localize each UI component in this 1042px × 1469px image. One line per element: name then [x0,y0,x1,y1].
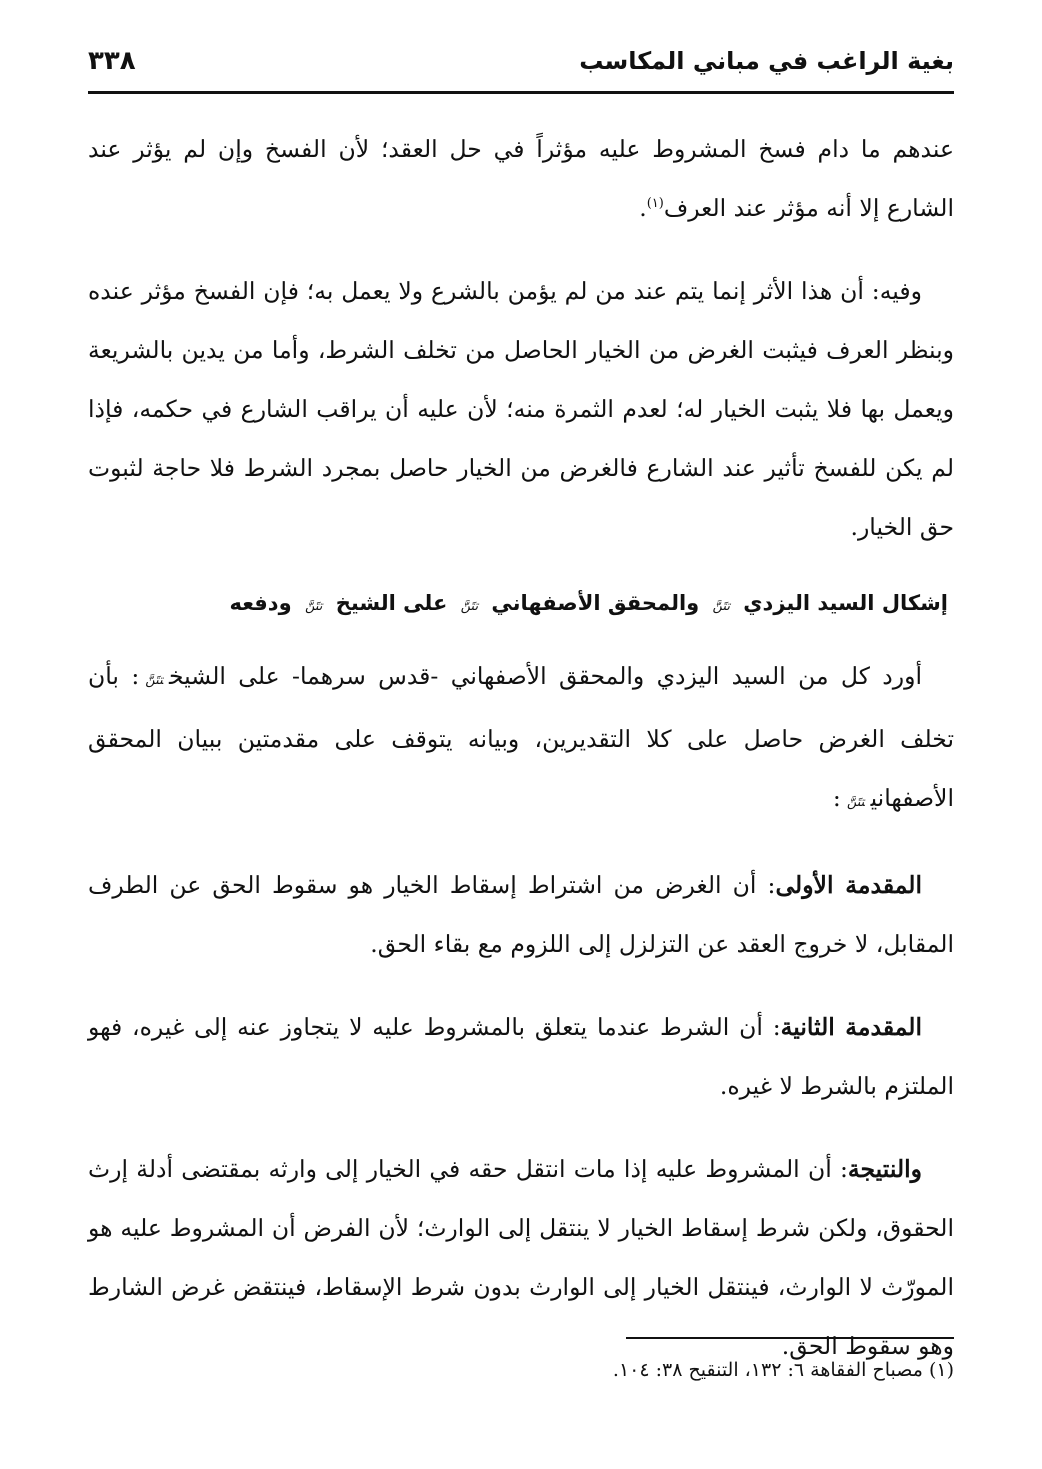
footnote-ref[interactable]: (١) [646,196,664,212]
paragraph-3-part-1: أورد كل من السيد اليزدي والمحقق الأصفهاني -قدس سرهما- على الشيخ [169,662,922,690]
premise-1 [88,856,954,974]
paragraph-3-part-2: : بأن تخلف الغرض حاصل على كلا التقديرين، وبيانه يتوقف على مقدمتين ببيان المحقق الأصفهاني [88,662,954,812]
premise-2 [88,998,954,1116]
document-page [88,0,954,1469]
header-rule [88,91,954,94]
premise-2-label: المقدمة الثانية [780,1013,922,1041]
heading-part-1: إشكال السيد اليزدي [743,591,948,615]
paragraph-1-end: . [639,194,647,222]
premise-2-text: : أن الشرط عندما يتعلق بالمشروط عليه لا يتجاوز عنه إلى غيره، فهو الملتزم بالشرط لا غيره. [88,1013,954,1100]
honorific-mark: تتَنَّ [145,673,163,688]
heading-part-3: على الشيخ [335,591,448,615]
footnote: (١) مصباح الفقاهة ٦: ١٣٢، التنقيح ٣٨: ١٠٤. [612,1359,954,1381]
result-paragraph [88,1140,954,1376]
footnote-rule [626,1337,954,1339]
result-text: : أن المشروط عليه إذا مات انتقل حقه في الخيار إلى وارثه بمقتضى أدلة إرث الحقوق، ولكن شرط إسقاط الخيار لا ينتقل إلى الوارث؛ لأن الفرض أن المشروط عليه هو المورّث لا الوارث، فينتقل الخيار إلى الوارث بدون شرط الإسقاط، فينتقض غرض الشارط وهو سقوط الحق. [88,1155,954,1360]
page-body [88,120,954,1400]
heading-part-2: والمحقق الأصفهاني [491,591,700,615]
honorific-mark: تتَنَّ [304,599,323,614]
honorific-mark: تتَنَّ [846,795,865,810]
paragraph-1 [88,120,954,238]
section-heading [88,581,954,629]
paragraph-2: وفيه: أن هذا الأثر إنما يتم عند من لم يؤمن بالشرع ولا يعمل به؛ فإن الفسخ مؤثر عنده وبنظر العرف فيثبت الغرض من الخيار الحاصل من تخلف الشرط، وأما من يدين بالشريعة ويعمل بها فلا يثبت الخيار له؛ لعدم الثمرة منه؛ لأن عليه أن يراقب الشارع في حكمه، فإذا لم يكن للفسخ تأثير عند الشارع فالغرض من الخيار حاصل بمجرد الشرط فلا حاجة لثبوت حق الخيار. [88,277,954,541]
book-title: بغية الراغب في مباني المكاسب [579,47,954,75]
honorific-mark: تتَنَّ [460,599,479,614]
premise-1-label: المقدمة الأولى [775,871,922,899]
page-number: ٣٣٨ [88,46,136,76]
paragraph-3-part-3: : [832,784,841,812]
page-header [88,36,954,86]
result-label: والنتيجة [847,1155,922,1183]
premise-1-text: : أن الغرض من اشتراط إسقاط الخيار هو سقوط الحق عن الطرف المقابل، لا خروج العقد عن التزلزل إلى اللزوم مع بقاء الحق. [88,871,954,958]
honorific-mark: تتَنَّ [712,599,730,614]
paragraph-3 [88,647,954,832]
paragraph-1-text: عندهم ما دام فسخ المشروط عليه مؤثراً في حل العقد؛ لأن الفسخ وإن لم يؤثر عند الشارع إلا أنه مؤثر عند العرف [88,135,954,222]
heading-part-4: ودفعه [229,591,292,615]
